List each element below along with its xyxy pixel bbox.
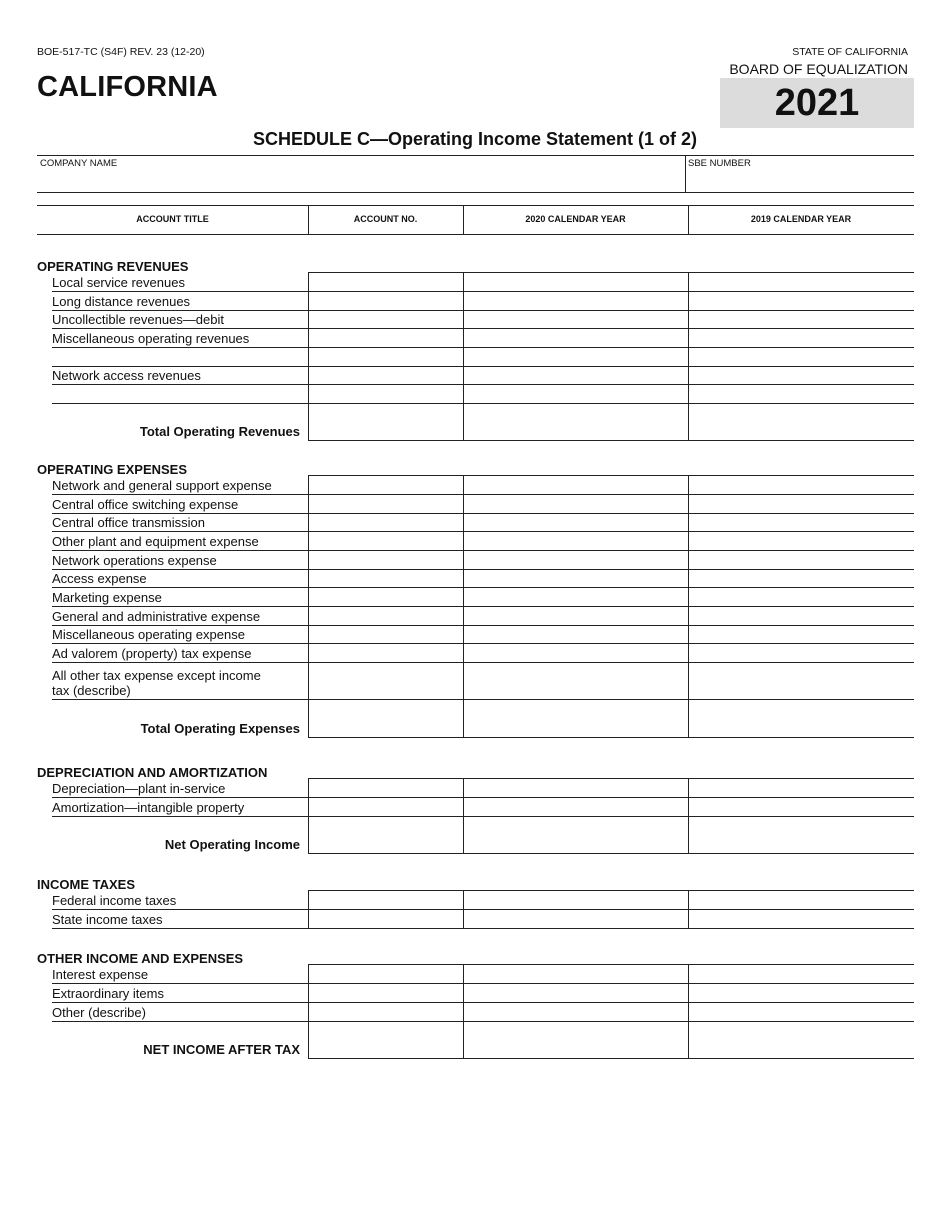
expenses-2019-cell[interactable]	[689, 570, 914, 587]
other-account-no-cell[interactable]	[309, 1022, 463, 1058]
expenses-2019-cell[interactable]	[689, 551, 914, 569]
other-leader-2	[52, 1021, 308, 1022]
expenses-2020-cell[interactable]	[464, 588, 688, 606]
income-taxes-2020-cell[interactable]	[464, 910, 688, 928]
expenses-2019-cell[interactable]	[689, 588, 914, 606]
expenses-2019-cell[interactable]	[689, 532, 914, 550]
header-bottom-rule	[37, 234, 914, 235]
other-account-no-cell[interactable]	[309, 984, 463, 1002]
year-value: 2021	[774, 81, 860, 124]
other-2020-cell[interactable]	[464, 965, 688, 983]
expenses-leader-9	[52, 662, 308, 663]
expenses-leader-7	[52, 625, 308, 626]
state-label: STATE OF CALIFORNIA	[792, 46, 908, 58]
expenses-2020-cell[interactable]	[464, 626, 688, 643]
depreciation-account-no-cell[interactable]	[309, 779, 463, 797]
other-income-heading: OTHER INCOME AND EXPENSES	[37, 951, 244, 966]
revenues-2019-cell[interactable]	[689, 385, 914, 403]
revenues-leader-0	[52, 291, 308, 292]
revenues-account-no-cell[interactable]	[309, 385, 463, 403]
expenses-leader-ml	[52, 699, 308, 700]
expenses-2020-cell[interactable]	[464, 607, 688, 625]
expenses-account-no-cell[interactable]	[309, 588, 463, 606]
revenues-account-no-cell[interactable]	[309, 273, 463, 291]
operating-revenues-heading: OPERATING REVENUES	[37, 259, 189, 274]
income-taxes-leader-0	[52, 909, 308, 910]
other-leader-1	[52, 1002, 308, 1003]
depreciation-account-no-cell[interactable]	[309, 798, 463, 816]
company-name-field[interactable]	[37, 170, 684, 192]
income-taxes-row-label: State income taxes	[52, 912, 166, 927]
expenses-row-label: General and administrative expense	[52, 609, 263, 624]
other-row-label: Extraordinary items	[52, 986, 167, 1001]
expenses-2019-cell[interactable]	[689, 476, 914, 494]
revenues-account-no-cell[interactable]	[309, 348, 463, 366]
depreciation-row-label: Amortization—intangible property	[52, 800, 247, 815]
expenses-leader-1	[52, 513, 308, 514]
expenses-leader-4	[52, 569, 308, 570]
revenues-account-no-cell[interactable]	[309, 329, 463, 347]
expenses-2020-cell[interactable]	[464, 570, 688, 587]
expenses-2020-cell[interactable]	[464, 532, 688, 550]
depreciation-heading: DEPRECIATION AND AMORTIZATION	[37, 765, 268, 780]
expenses-2019-cell[interactable]	[689, 700, 914, 737]
revenues-row-label: Network access revenues	[52, 368, 204, 383]
income-taxes-heading: INCOME TAXES	[37, 877, 135, 892]
expenses-leader-2	[52, 531, 308, 532]
year-box	[720, 78, 914, 128]
company-bottom-rule	[37, 192, 914, 193]
depreciation-2020-cell[interactable]	[464, 817, 688, 853]
other-2020-cell[interactable]	[464, 1022, 688, 1058]
revenues-2019-cell[interactable]	[689, 273, 914, 291]
depreciation-grid-rule-3	[308, 853, 914, 854]
revenues-row-label: Local service revenues	[52, 275, 188, 290]
other-total-label: NET INCOME AFTER TAX	[143, 1042, 300, 1057]
expenses-2020-cell[interactable]	[464, 551, 688, 569]
depreciation-2019-cell[interactable]	[689, 798, 914, 816]
revenues-leader-1	[52, 310, 308, 311]
income-taxes-grid-rule-2	[308, 928, 914, 929]
revenues-2020-cell[interactable]	[464, 273, 688, 291]
expenses-2020-cell[interactable]	[464, 495, 688, 513]
revenues-leader-2	[52, 328, 308, 329]
revenues-account-no-cell[interactable]	[309, 367, 463, 384]
income-taxes-2019-cell[interactable]	[689, 910, 914, 928]
other-row-label: Interest expense	[52, 967, 151, 982]
revenues-2019-cell[interactable]	[689, 348, 914, 366]
revenues-leader-3	[52, 347, 308, 348]
revenues-2020-cell[interactable]	[464, 348, 688, 366]
expenses-row-label: Marketing expense	[52, 590, 165, 605]
expenses-2020-cell[interactable]	[464, 644, 688, 662]
revenues-2020-cell[interactable]	[464, 292, 688, 310]
depreciation-2020-cell[interactable]	[464, 779, 688, 797]
other-2019-cell[interactable]	[689, 1003, 914, 1021]
other-2019-cell[interactable]	[689, 965, 914, 983]
revenues-row-label: Uncollectible revenues—debit	[52, 312, 227, 327]
revenues-2020-cell[interactable]	[464, 385, 688, 403]
income-taxes-account-no-cell[interactable]	[309, 891, 463, 909]
revenues-2019-cell[interactable]	[689, 329, 914, 347]
col-2019: 2019 CALENDAR YEAR	[750, 214, 852, 224]
revenues-2020-cell[interactable]	[464, 329, 688, 347]
expenses-2019-cell[interactable]	[689, 514, 914, 531]
depreciation-2019-cell[interactable]	[689, 817, 914, 853]
top-rule	[37, 155, 914, 156]
revenues-leader-5	[52, 384, 308, 385]
income-taxes-account-no-cell[interactable]	[309, 910, 463, 928]
expenses-row-label: Miscellaneous operating expense	[52, 627, 248, 642]
expenses-2019-cell[interactable]	[689, 644, 914, 662]
form-id: BOE-517-TC (S4F) REV. 23 (12-20)	[37, 46, 205, 58]
sbe-number-label: SBE NUMBER	[688, 158, 751, 169]
expenses-2020-cell[interactable]	[464, 663, 688, 699]
income-taxes-row-label: Federal income taxes	[52, 893, 179, 908]
col-2020: 2020 CALENDAR YEAR	[525, 214, 626, 224]
expenses-row-label: Central office switching expense	[52, 497, 241, 512]
col-account-no: ACCOUNT NO.	[353, 214, 418, 224]
expenses-account-no-cell[interactable]	[309, 514, 463, 531]
expenses-multiline-label-1: All other tax expense except income	[52, 668, 264, 683]
income-taxes-2019-cell[interactable]	[689, 891, 914, 909]
expenses-leader-6	[52, 606, 308, 607]
revenues-row-label: Miscellaneous operating revenues	[52, 331, 252, 346]
other-account-no-cell[interactable]	[309, 965, 463, 983]
expenses-account-no-cell[interactable]	[309, 663, 463, 699]
other-row-label: Other (describe)	[52, 1005, 149, 1020]
revenues-leader-4	[52, 366, 308, 367]
revenues-account-no-cell[interactable]	[309, 292, 463, 310]
revenues-leader-6	[52, 403, 308, 404]
expenses-2020-cell[interactable]	[464, 514, 688, 531]
depreciation-leader-1	[52, 816, 308, 817]
depreciation-2020-cell[interactable]	[464, 798, 688, 816]
revenues-2019-cell[interactable]	[689, 404, 914, 440]
revenues-2020-cell[interactable]	[464, 311, 688, 328]
revenues-2020-cell[interactable]	[464, 404, 688, 440]
expenses-account-no-cell[interactable]	[309, 495, 463, 513]
expenses-grid-rule-12	[308, 737, 914, 738]
col-account-title: ACCOUNT TITLE	[136, 214, 209, 224]
expenses-row-label: tax (describe)	[52, 683, 134, 698]
expenses-2019-cell[interactable]	[689, 626, 914, 643]
revenues-total-label: Total Operating Revenues	[139, 424, 300, 439]
expenses-leader-0	[52, 494, 308, 495]
expenses-row-label: Central office transmission	[52, 515, 208, 530]
expenses-row-label: Ad valorem (property) tax expense	[52, 646, 254, 661]
expenses-total-label: Total Operating Expenses	[140, 721, 300, 736]
expenses-row-label: Network and general support expense	[52, 478, 275, 493]
income-taxes-2020-cell[interactable]	[464, 891, 688, 909]
board-label: BOARD OF EQUALIZATION	[729, 61, 908, 77]
sbe-number-field[interactable]	[686, 170, 914, 192]
revenues-account-no-cell[interactable]	[309, 311, 463, 328]
depreciation-row-label: Depreciation—plant in-service	[52, 781, 228, 796]
revenues-2019-cell[interactable]	[689, 292, 914, 310]
expenses-leader-3	[52, 550, 308, 551]
revenues-2019-cell[interactable]	[689, 311, 914, 328]
expenses-leader-5	[52, 587, 308, 588]
california-heading: CALIFORNIA	[37, 71, 218, 103]
revenues-account-no-cell[interactable]	[309, 404, 463, 440]
expenses-2020-cell[interactable]	[464, 476, 688, 494]
expenses-2019-cell[interactable]	[689, 495, 914, 513]
company-name-label: COMPANY NAME	[40, 158, 118, 169]
other-account-no-cell[interactable]	[309, 1003, 463, 1021]
other-grid-rule-4	[308, 1058, 914, 1059]
revenues-2020-cell[interactable]	[464, 367, 688, 384]
expenses-account-no-cell[interactable]	[309, 476, 463, 494]
expenses-2020-cell[interactable]	[464, 700, 688, 737]
income-taxes-leader-1	[52, 928, 308, 929]
other-2019-cell[interactable]	[689, 984, 914, 1002]
expenses-account-no-cell[interactable]	[309, 532, 463, 550]
depreciation-total-label: Net Operating Income	[164, 837, 300, 852]
expenses-leader-8	[52, 643, 308, 644]
expenses-account-no-cell[interactable]	[309, 551, 463, 569]
header-top-rule	[37, 205, 914, 206]
expenses-2019-cell[interactable]	[689, 607, 914, 625]
expenses-account-no-cell[interactable]	[309, 607, 463, 625]
depreciation-2019-cell[interactable]	[689, 779, 914, 797]
depreciation-leader-0	[52, 797, 308, 798]
other-2020-cell[interactable]	[464, 1003, 688, 1021]
operating-expenses-heading: OPERATING EXPENSES	[37, 462, 188, 477]
depreciation-account-no-cell[interactable]	[309, 817, 463, 853]
revenues-grid-rule-8	[308, 440, 914, 441]
expenses-row-label: Access expense	[52, 571, 150, 586]
other-leader-0	[52, 983, 308, 984]
expenses-row-label: Other plant and equipment expense	[52, 534, 262, 549]
expenses-account-no-cell[interactable]	[309, 570, 463, 587]
revenues-row-label: Long distance revenues	[52, 294, 193, 309]
page-title: SCHEDULE C—Operating Income Statement (1 of 2)	[252, 129, 698, 149]
revenues-2019-cell[interactable]	[689, 367, 914, 384]
other-2020-cell[interactable]	[464, 984, 688, 1002]
expenses-account-no-cell[interactable]	[309, 626, 463, 643]
expenses-account-no-cell[interactable]	[309, 700, 463, 737]
expenses-row-label: Network operations expense	[52, 553, 220, 568]
other-2019-cell[interactable]	[689, 1022, 914, 1058]
expenses-2019-cell[interactable]	[689, 663, 914, 699]
expenses-account-no-cell[interactable]	[309, 644, 463, 662]
